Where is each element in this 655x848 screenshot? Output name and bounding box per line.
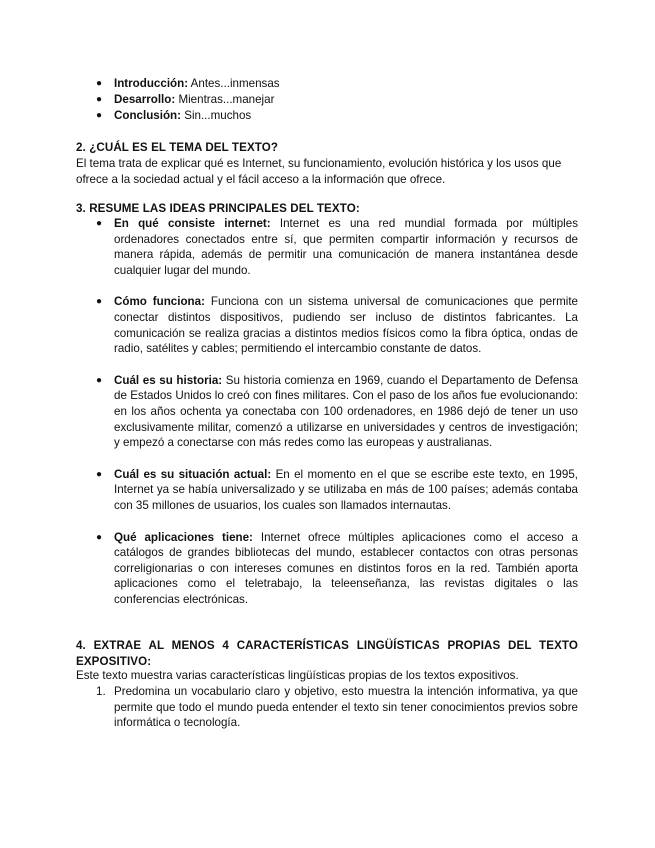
bullet-icon: ●	[96, 94, 103, 105]
list-item-label: Introducción:	[114, 77, 189, 90]
main-ideas-list	[96, 216, 578, 623]
question-3-heading: 3. RESUME LAS IDEAS PRINCIPALES DEL TEXTO:	[76, 202, 360, 215]
list-item	[96, 108, 280, 124]
question-4-heading: 4. EXTRAE AL MENOS 4 CARACTERÍSTICAS LINGÜÍSTICAS PROPIAS DEL TEXTO EXPOSITIVO:	[76, 639, 578, 668]
bullet-icon: ●	[96, 78, 103, 89]
question-2-answer: El tema trata de explicar qué es Internet, su funcionamiento, evolución histórica y los usos que ofrece a la sociedad actual y el fácil acceso a la información que ofrece.	[76, 157, 562, 186]
bullet-icon: ●	[96, 296, 103, 308]
bullet-icon: ●	[96, 218, 103, 229]
list-item-text: En el momento en el que se escribe este texto, en 1995, Internet ya se había universalizado y se utilizaba en más de 100 países; además contaba con 35 millones de usuarios, los cuales son llamados internautas.	[114, 467, 578, 512]
question-4-intro: Este texto muestra varias características lingüísticas propias de los textos expositivos.	[76, 669, 519, 682]
list-item-label: Cuál es su historia:	[114, 373, 223, 387]
list-item-text: Sin...muchos	[180, 109, 252, 122]
list-item-text: Internet es una red mundial formada por múltiples ordenadores conectados entre sí, que permiten compartir información y recursos de manera rápida, además de permitir una comunicación de manera instantánea desde cualquier lugar del mundo.	[114, 217, 578, 277]
list-item	[96, 373, 578, 451]
bullet-icon: ●	[96, 531, 103, 543]
bullet-icon: ●	[96, 468, 103, 480]
list-item-text: Funciona con un sistema universal de comunicaciones que permite conectar distintos dispositivos, pudiendo ser incluso de distintos fabricantes. La comunicación se realiza gracias a distintos medios físicos como la fibra óptica, ondas de radio, satélites y cables; permitiendo el intercambio constante de datos.	[114, 295, 578, 356]
bullet-icon: ●	[96, 110, 103, 121]
list-item-label: Conclusión:	[114, 109, 181, 122]
list-item	[96, 92, 280, 108]
text-structure-list	[96, 76, 280, 124]
list-item-text: Mientras...manejar	[175, 93, 275, 106]
list-item-text: Predomina un vocabulario claro y objetivo, esto muestra la intención informativa, ya que permite que todo el mundo pueda entender el texto sin tener conocimientos previos sobre informática o tecnología.	[114, 685, 578, 730]
list-item	[96, 216, 578, 278]
list-item-text: Internet ofrece múltiples aplicaciones como el acceso a catálogos de grandes bibliotecas del mundo, establecer contactos con otras personas correligionarias o con intereses comunes en distintos foros en la red. También aporta aplicaciones como el teletrabajo, la teleenseñanza, las revistas digitales o las conferencias electrónicas.	[114, 530, 578, 606]
list-item-label: Desarrollo:	[114, 93, 176, 106]
list-item-text: Su historia comienza en 1969, cuando el Departamento de Defensa de Estados Unidos lo creó con fines militares. Con el paso de los años fue evolucionando: en los años ochenta ya conectaba con 100 ordenadores, en 1986 dejó de tener un uso exclusivamente militar, comenzó a utilizarse en universidades y centros de investigación; y empezó a conectarse con más redes como las europeas y australianas.	[114, 373, 578, 450]
list-item	[96, 530, 578, 608]
list-item	[96, 684, 578, 731]
features-list	[96, 684, 578, 731]
list-item-text: Antes...inmensas	[188, 77, 280, 90]
list-number: 1.	[96, 685, 106, 698]
list-item-label: Cómo funciona:	[114, 295, 205, 309]
question-2-heading: 2. ¿CUÁL ES EL TEMA DEL TEXTO?	[76, 141, 279, 154]
list-item-label: Qué aplicaciones tiene:	[114, 530, 253, 544]
list-item-label: En qué consiste internet:	[114, 217, 271, 230]
list-item	[96, 294, 578, 356]
list-item	[96, 76, 280, 92]
bullet-icon: ●	[96, 374, 103, 386]
list-item	[96, 467, 578, 514]
list-item-label: Cuál es su situación actual:	[114, 467, 272, 481]
